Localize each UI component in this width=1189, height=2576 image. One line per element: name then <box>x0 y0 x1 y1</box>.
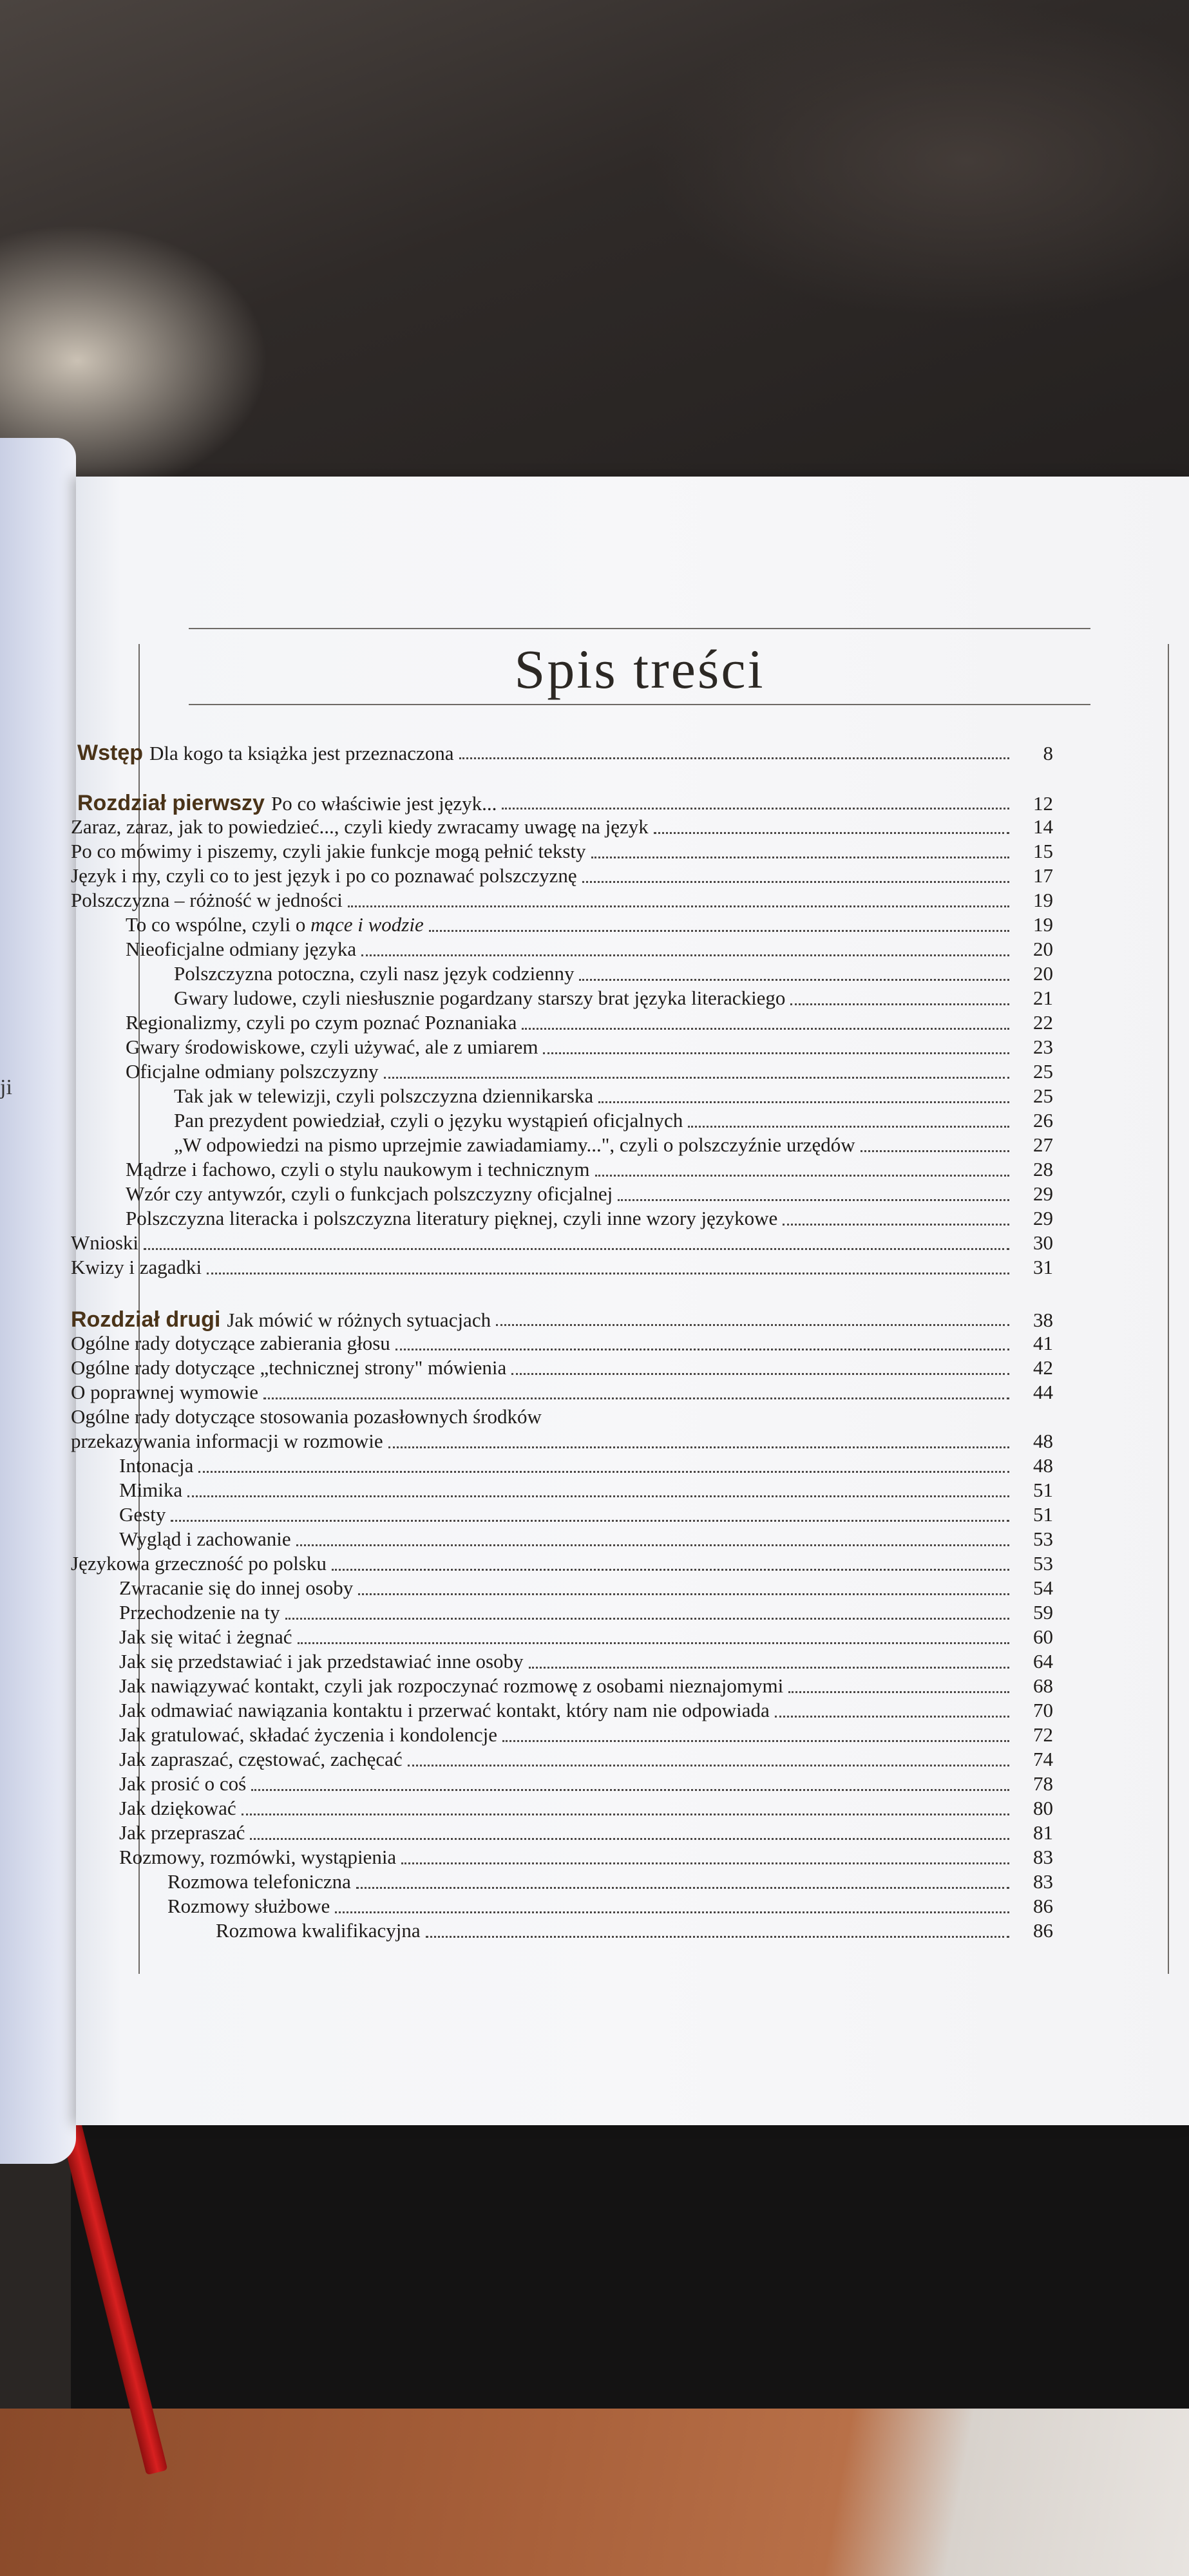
chapter-label: Wstęp <box>77 741 143 765</box>
leader-dots <box>187 1495 1009 1497</box>
entry-text: Rozmowy, rozmówki, wystąpienia <box>119 1846 397 1868</box>
toc-entry <box>216 1919 1053 1945</box>
leader-dots <box>250 1838 1009 1840</box>
entry-text: Ogólne rady dotyczące zabierania głosu <box>71 1332 390 1354</box>
left-page <box>0 438 76 2164</box>
toc-entry <box>71 889 1053 914</box>
toc-entry <box>119 1699 1053 1725</box>
toc-entry <box>71 840 1053 866</box>
toc-entry <box>119 1503 1053 1529</box>
leader-dots <box>171 1520 1009 1522</box>
page-number: 83 <box>1033 1846 1053 1868</box>
toc-entry <box>119 1601 1053 1627</box>
entry-text: Intonacja <box>119 1454 194 1477</box>
toc-entry-intro <box>77 741 1053 766</box>
leader-dots <box>459 757 1009 759</box>
page-number: 44 <box>1033 1381 1053 1403</box>
toc-entry <box>119 1846 1053 1871</box>
toc-entry <box>71 1332 1053 1358</box>
toc-entry <box>71 1552 1053 1578</box>
toc-entry <box>119 1772 1053 1798</box>
leader-dots <box>296 1544 1009 1546</box>
entry-text: Językowa grzeczność po polsku <box>71 1552 327 1575</box>
entry-text-italic: mące i wodzie <box>310 913 424 936</box>
leader-dots <box>783 1224 1009 1226</box>
page-number: 14 <box>1033 815 1053 838</box>
entry-text: Wzór czy antywzór, czyli o funkcjach polszczyzny oficjalnej <box>126 1182 613 1205</box>
toc-entry <box>119 1528 1053 1553</box>
toc-entry <box>119 1577 1053 1602</box>
chapter-label: Rozdział pierwszy <box>77 791 265 815</box>
page-number: 68 <box>1033 1674 1053 1697</box>
leader-dots <box>582 881 1009 883</box>
toc-entry <box>126 913 1053 939</box>
entry-text: Ogólne rady dotyczące „technicznej strony" mówienia <box>71 1356 507 1379</box>
toc-entry <box>71 1381 1053 1406</box>
floor <box>0 2409 1189 2576</box>
leader-dots <box>361 954 1009 956</box>
leader-dots <box>198 1471 1009 1473</box>
page-number: 17 <box>1033 864 1053 887</box>
page-number: 64 <box>1033 1650 1053 1672</box>
entry-text: przekazywania informacji w rozmowie <box>71 1430 383 1452</box>
leader-dots <box>529 1667 1009 1669</box>
entry-text: Jak zapraszać, częstować, zachęcać <box>119 1748 403 1770</box>
entry-text: Nieoficjalne odmiany języka <box>126 938 357 960</box>
leader-dots <box>688 1126 1009 1128</box>
leader-dots <box>522 1028 1009 1030</box>
page-number: 25 <box>1033 1084 1053 1107</box>
entry-text: Kwizy i zagadki <box>71 1256 202 1278</box>
entry-text: Jak mówić w różnych sytuacjach <box>227 1309 491 1331</box>
toc-entry <box>126 1060 1053 1086</box>
entry-text: Zaraz, zaraz, jak to powiedzieć..., czyli kiedy zwracamy uwagę na język <box>71 815 649 838</box>
leader-dots <box>788 1691 1009 1693</box>
page-number: 29 <box>1033 1182 1053 1205</box>
toc-entry <box>71 1356 1053 1382</box>
entry-text: Po co mówimy i piszemy, czyli jakie funkcje mogą pełnić teksty <box>71 840 586 862</box>
entry-text: Jak się przedstawiać i jak przedstawiać inne osoby <box>119 1650 524 1672</box>
toc-entry <box>119 1674 1053 1700</box>
toc-entry <box>174 1133 1053 1159</box>
leader-dots <box>502 1740 1009 1742</box>
page-number: 54 <box>1033 1577 1053 1599</box>
toc-entry <box>71 815 1053 841</box>
page-number: 22 <box>1033 1011 1053 1034</box>
entry-text: Jak się witać i żegnać <box>119 1625 292 1648</box>
toc-entry <box>119 1454 1053 1480</box>
toc-entry <box>119 1821 1053 1847</box>
entry-text: Polszczyzna literacka i polszczyzna literatury pięknej, czyli inne wzory językowe <box>126 1207 778 1229</box>
toc-entry <box>71 864 1053 890</box>
page-number: 70 <box>1033 1699 1053 1721</box>
page-number: 74 <box>1033 1748 1053 1770</box>
leader-dots <box>595 1175 1009 1177</box>
leader-dots <box>144 1248 1009 1250</box>
toc-entry <box>119 1479 1053 1504</box>
leader-dots <box>298 1642 1009 1644</box>
entry-text: Rozmowa kwalifikacyjna <box>216 1919 421 1942</box>
entry-text: Przechodzenie na ty <box>119 1601 280 1624</box>
leader-dots <box>384 1077 1009 1079</box>
entry-text: Jak odmawiać nawiązania kontaktu i przerwać kontakt, który nam nie odpowiada <box>119 1699 770 1721</box>
page-number: 26 <box>1033 1109 1053 1132</box>
page-number: 38 <box>1033 1309 1053 1331</box>
entry-text: Wnioski <box>71 1231 139 1254</box>
chapter-label: Rozdział drugi <box>71 1307 221 1332</box>
toc-entry <box>126 1158 1053 1184</box>
book-cover <box>71 2093 1189 2428</box>
entry-text: Wygląd i zachowanie <box>119 1528 291 1550</box>
page-number: 19 <box>1033 889 1053 911</box>
entry-text: Jak przepraszać <box>119 1821 245 1844</box>
leader-dots <box>348 905 1009 907</box>
page-number: 25 <box>1033 1060 1053 1083</box>
toc-entry <box>126 1036 1053 1061</box>
page-number: 48 <box>1033 1454 1053 1477</box>
entry-text: „W odpowiedzi na pismo uprzejmie zawiadamiamy...", czyli o polszczyźnie urzędów <box>174 1133 855 1156</box>
page-number: 59 <box>1033 1601 1053 1624</box>
entry-text: Polszczyzna potoczna, czyli nasz język codzienny <box>174 962 575 985</box>
leader-dots <box>358 1593 1009 1595</box>
leader-dots <box>332 1569 1009 1571</box>
leader-dots <box>401 1862 1009 1864</box>
toc-entry <box>174 962 1053 988</box>
entry-text: Jak prosić o coś <box>119 1772 247 1795</box>
entry-text: Jak dziękować <box>119 1797 236 1819</box>
page-number: 21 <box>1033 987 1053 1009</box>
leader-dots <box>395 1349 1009 1350</box>
entry-text: Gwary środowiskowe, czyli używać, ale z umiarem <box>126 1036 538 1058</box>
entry-text: Jak nawiązywać kontakt, czyli jak rozpoczynać rozmowę z osobami nieznajomymi <box>119 1674 784 1697</box>
toc-entry <box>126 1207 1053 1233</box>
toc-entry <box>167 1870 1053 1896</box>
entry-text: Oficjalne odmiany polszczyzny <box>126 1060 379 1083</box>
toc-entry-chapter-2 <box>71 1307 1053 1333</box>
leader-dots <box>511 1373 1009 1375</box>
page-number: 41 <box>1033 1332 1053 1354</box>
entry-text: O poprawnej wymowie <box>71 1381 258 1403</box>
page-number: 78 <box>1033 1772 1053 1795</box>
page-number: 51 <box>1033 1503 1053 1526</box>
page-number: 15 <box>1033 840 1053 862</box>
toc-entry <box>71 1430 1053 1455</box>
page-number: 48 <box>1033 1430 1053 1452</box>
page-number: 30 <box>1033 1231 1053 1254</box>
page-number: 86 <box>1033 1919 1053 1942</box>
leader-dots <box>654 832 1009 834</box>
toc-entry <box>167 1895 1053 1920</box>
leader-dots <box>251 1789 1009 1791</box>
leader-dots <box>502 808 1009 810</box>
toc-entry <box>119 1748 1053 1774</box>
leader-dots <box>775 1716 1009 1718</box>
page-number: 19 <box>1033 913 1053 936</box>
page-number: 20 <box>1033 962 1053 985</box>
page-number: 80 <box>1033 1797 1053 1819</box>
table-of-contents <box>71 628 1171 1974</box>
toc-list <box>71 628 1171 1974</box>
toc-entry <box>119 1723 1053 1749</box>
leader-dots <box>356 1887 1009 1889</box>
page-title: Spis treści <box>514 638 765 700</box>
entry-text: Rozmowy służbowe <box>167 1895 330 1917</box>
page-number: 51 <box>1033 1479 1053 1501</box>
page-number: 42 <box>1033 1356 1053 1379</box>
leader-dots <box>618 1199 1009 1201</box>
leader-dots <box>790 1003 1009 1005</box>
toc-entry <box>71 1256 1053 1282</box>
entry-text: Jak gratulować, składać życzenia i kondolencje <box>119 1723 498 1746</box>
left-page-glyph: ji <box>0 1075 12 1099</box>
leader-dots <box>543 1052 1009 1054</box>
entry-text: Ogólne rady dotyczące stosowania pozasłownych środków <box>71 1405 542 1428</box>
page-number: 72 <box>1033 1723 1053 1746</box>
entry-text: To co wspólne, czyli o <box>126 913 311 936</box>
entry-text: Mimika <box>119 1479 183 1501</box>
leader-dots <box>408 1765 1009 1766</box>
entry-text: Mądrze i fachowo, czyli o stylu naukowym i technicznym <box>126 1158 590 1180</box>
page-number: 53 <box>1033 1528 1053 1550</box>
page-number: 8 <box>1043 742 1053 764</box>
page-number: 12 <box>1033 792 1053 815</box>
toc-entry-chapter-1 <box>77 791 1053 817</box>
page-number: 20 <box>1033 938 1053 960</box>
toc-entry <box>119 1797 1053 1823</box>
entry-text: Gesty <box>119 1503 166 1526</box>
page-number: 23 <box>1033 1036 1053 1058</box>
leader-dots <box>388 1446 1009 1448</box>
leader-dots <box>591 857 1010 858</box>
leader-dots <box>496 1324 1009 1326</box>
page-number: 53 <box>1033 1552 1053 1575</box>
page-number: 31 <box>1033 1256 1053 1278</box>
leader-dots <box>861 1150 1009 1152</box>
leader-dots <box>207 1273 1009 1274</box>
leader-dots <box>426 1936 1009 1938</box>
page-number: 28 <box>1033 1158 1053 1180</box>
toc-entry <box>71 1231 1053 1257</box>
toc-entry <box>71 1405 1053 1431</box>
toc-entry <box>174 1109 1053 1135</box>
page-number: 60 <box>1033 1625 1053 1648</box>
leader-dots <box>598 1101 1009 1103</box>
page-number: 29 <box>1033 1207 1053 1229</box>
entry-text: Język i my, czyli co to jest język i po co poznawać polszczyznę <box>71 864 577 887</box>
leader-dots <box>579 979 1009 981</box>
toc-entry <box>119 1625 1053 1651</box>
leader-dots <box>263 1397 1009 1399</box>
entry-text: Pan prezydent powiedział, czyli o języku wystąpień oficjalnych <box>174 1109 683 1132</box>
leader-dots <box>335 1911 1009 1913</box>
leader-dots <box>285 1618 1009 1620</box>
entry-text: Rozmowa telefoniczna <box>167 1870 351 1893</box>
page-number: 83 <box>1033 1870 1053 1893</box>
entry-text: Polszczyzna – różność w jedności <box>71 889 343 911</box>
entry-text: Zwracanie się do innej osoby <box>119 1577 354 1599</box>
entry-text: Po co właściwie jest język... <box>271 792 497 815</box>
toc-entry <box>126 938 1053 963</box>
page-number: 27 <box>1033 1133 1053 1156</box>
entry-text: Tak jak w telewizji, czyli polszczyzna dziennikarska <box>174 1084 594 1107</box>
entry-text: Gwary ludowe, czyli niesłusznie pogardzany starszy brat języka literackiego <box>174 987 786 1009</box>
page-number: 86 <box>1033 1895 1053 1917</box>
toc-entry <box>174 1084 1053 1110</box>
leader-dots <box>242 1814 1009 1815</box>
toc-entry <box>119 1650 1053 1676</box>
entry-text: Dla kogo ta książka jest przeznaczona <box>149 742 454 764</box>
toc-entry <box>126 1011 1053 1037</box>
toc-entry <box>174 987 1053 1012</box>
entry-text: Regionalizmy, czyli po czym poznać Poznaniaka <box>126 1011 517 1034</box>
leader-dots <box>429 930 1009 932</box>
page-number: 81 <box>1033 1821 1053 1844</box>
toc-entry <box>126 1182 1053 1208</box>
